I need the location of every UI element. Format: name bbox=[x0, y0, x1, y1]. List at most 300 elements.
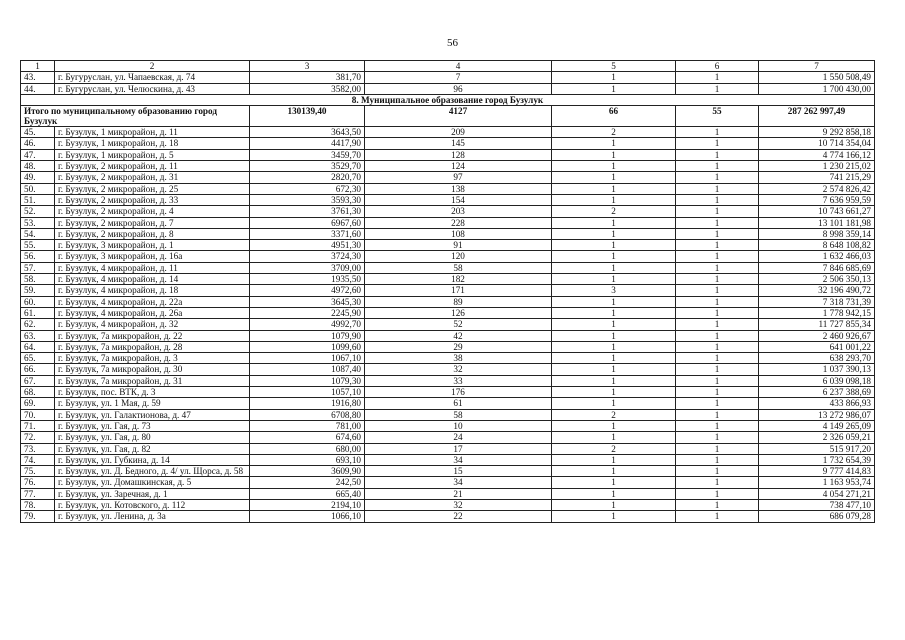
area-cell: 6967,60 bbox=[250, 217, 365, 228]
address-cell: г. Бузулук, 7а микрорайон, д. 22 bbox=[55, 330, 250, 341]
address-cell: г. Бузулук, 3 микрорайон, д. 1 bbox=[55, 240, 250, 251]
cost-cell: 638 293,70 bbox=[759, 353, 875, 364]
count-cell: 1 bbox=[676, 454, 759, 465]
table-row bbox=[21, 454, 875, 465]
area-cell: 6708,80 bbox=[250, 409, 365, 420]
address-cell: г. Бузулук, 1 микрорайон, д. 5 bbox=[55, 149, 250, 160]
count-cell: 1 bbox=[552, 488, 676, 499]
row-number: 49. bbox=[21, 172, 55, 183]
count-cell: 1 bbox=[552, 83, 676, 94]
row-number: 43. bbox=[21, 72, 55, 83]
count-cell: 1 bbox=[676, 477, 759, 488]
count-cell: 1 bbox=[552, 364, 676, 375]
table-row bbox=[21, 251, 875, 262]
count-cell: 1 bbox=[676, 127, 759, 138]
count-cell: 1 bbox=[552, 161, 676, 172]
residents-cell: 182 bbox=[365, 274, 552, 285]
area-cell: 3724,30 bbox=[250, 251, 365, 262]
count-cell: 1 bbox=[552, 432, 676, 443]
row-number: 57. bbox=[21, 262, 55, 273]
cost-cell: 13 272 986,07 bbox=[759, 409, 875, 420]
total-count: 55 bbox=[676, 106, 759, 127]
count-cell: 1 bbox=[552, 217, 676, 228]
cost-cell: 641 001,22 bbox=[759, 341, 875, 352]
row-number: 66. bbox=[21, 364, 55, 375]
area-cell: 1067,10 bbox=[250, 353, 365, 364]
table-row bbox=[21, 364, 875, 375]
residents-cell: 154 bbox=[365, 194, 552, 205]
count-cell: 1 bbox=[552, 240, 676, 251]
count-cell: 1 bbox=[552, 420, 676, 431]
area-cell: 2194,10 bbox=[250, 499, 365, 510]
count-cell: 1 bbox=[676, 161, 759, 172]
residents-cell: 52 bbox=[365, 319, 552, 330]
address-cell: г. Бугуруслан, ул. Челюскина, д. 43 bbox=[55, 83, 250, 94]
count-cell: 1 bbox=[676, 420, 759, 431]
cost-cell: 7 318 731,39 bbox=[759, 296, 875, 307]
address-cell: г. Бузулук, 7а микрорайон, д. 28 bbox=[55, 341, 250, 352]
cost-cell: 32 196 490,72 bbox=[759, 285, 875, 296]
cost-cell: 9 777 414,83 bbox=[759, 466, 875, 477]
count-cell: 2 bbox=[552, 409, 676, 420]
residents-cell: 38 bbox=[365, 353, 552, 364]
count-cell: 1 bbox=[676, 172, 759, 183]
table-row bbox=[21, 420, 875, 431]
address-cell: г. Бузулук, 4 микрорайон, д. 18 bbox=[55, 285, 250, 296]
residents-cell: 17 bbox=[365, 443, 552, 454]
table-row bbox=[21, 296, 875, 307]
cost-cell: 1 732 654,39 bbox=[759, 454, 875, 465]
column-header: 1 bbox=[21, 61, 55, 72]
count-cell: 1 bbox=[676, 387, 759, 398]
row-number: 48. bbox=[21, 161, 55, 172]
area-cell: 1057,10 bbox=[250, 387, 365, 398]
address-cell: г. Бузулук, 2 микрорайон, д. 8 bbox=[55, 228, 250, 239]
cost-cell: 4 054 271,21 bbox=[759, 488, 875, 499]
table-row bbox=[21, 375, 875, 386]
row-number: 63. bbox=[21, 330, 55, 341]
area-cell: 3582,00 bbox=[250, 83, 365, 94]
area-cell: 3529,70 bbox=[250, 161, 365, 172]
row-number: 78. bbox=[21, 499, 55, 510]
row-number: 50. bbox=[21, 183, 55, 194]
residents-cell: 124 bbox=[365, 161, 552, 172]
address-cell: г. Бузулук, 2 микрорайон, д. 25 bbox=[55, 183, 250, 194]
address-cell: г. Бузулук, ул. Гая, д. 73 bbox=[55, 420, 250, 431]
table-row bbox=[21, 127, 875, 138]
count-cell: 1 bbox=[552, 194, 676, 205]
row-number: 64. bbox=[21, 341, 55, 352]
cost-cell: 2 574 826,42 bbox=[759, 183, 875, 194]
area-cell: 3609,90 bbox=[250, 466, 365, 477]
table-row bbox=[21, 138, 875, 149]
row-number: 67. bbox=[21, 375, 55, 386]
residents-cell: 29 bbox=[365, 341, 552, 352]
table-row bbox=[21, 353, 875, 364]
row-number: 45. bbox=[21, 127, 55, 138]
count-cell: 1 bbox=[552, 262, 676, 273]
cost-cell: 9 292 858,18 bbox=[759, 127, 875, 138]
area-cell: 3371,60 bbox=[250, 228, 365, 239]
residents-cell: 97 bbox=[365, 172, 552, 183]
table-row bbox=[21, 319, 875, 330]
address-cell: г. Бузулук, ул. Губкина, д. 14 bbox=[55, 454, 250, 465]
area-cell: 2820,70 bbox=[250, 172, 365, 183]
count-cell: 1 bbox=[552, 307, 676, 318]
count-cell: 1 bbox=[676, 228, 759, 239]
count-cell: 1 bbox=[676, 274, 759, 285]
table-row bbox=[21, 511, 875, 522]
row-number: 56. bbox=[21, 251, 55, 262]
table-row bbox=[21, 477, 875, 488]
row-number: 74. bbox=[21, 454, 55, 465]
cost-cell: 515 917,20 bbox=[759, 443, 875, 454]
count-cell: 2 bbox=[552, 206, 676, 217]
table-body bbox=[21, 61, 875, 523]
address-cell: г. Бузулук, 7а микрорайон, д. 3 bbox=[55, 353, 250, 364]
row-number: 60. bbox=[21, 296, 55, 307]
count-cell: 1 bbox=[676, 206, 759, 217]
address-cell: г. Бузулук, 7а микрорайон, д. 30 bbox=[55, 364, 250, 375]
count-cell: 1 bbox=[552, 466, 676, 477]
residents-cell: 24 bbox=[365, 432, 552, 443]
cost-cell: 1 230 215,02 bbox=[759, 161, 875, 172]
address-cell: г. Бузулук, 4 микрорайон, д. 11 bbox=[55, 262, 250, 273]
cost-cell: 1 550 508,49 bbox=[759, 72, 875, 83]
count-cell: 1 bbox=[552, 138, 676, 149]
area-cell: 1087,40 bbox=[250, 364, 365, 375]
area-cell: 680,00 bbox=[250, 443, 365, 454]
count-cell: 1 bbox=[552, 72, 676, 83]
table-row bbox=[21, 194, 875, 205]
count-cell: 1 bbox=[676, 353, 759, 364]
table-row bbox=[21, 149, 875, 160]
address-cell: г. Бузулук, ул. Ленина, д. 3а bbox=[55, 511, 250, 522]
cost-cell: 11 727 855,34 bbox=[759, 319, 875, 330]
table-row bbox=[21, 72, 875, 83]
table-row bbox=[21, 443, 875, 454]
count-cell: 1 bbox=[552, 511, 676, 522]
table-row bbox=[21, 240, 875, 251]
address-cell: г. Бугуруслан, ул. Чапаевская, д. 74 bbox=[55, 72, 250, 83]
count-cell: 1 bbox=[676, 138, 759, 149]
count-cell: 1 bbox=[552, 454, 676, 465]
count-cell: 1 bbox=[676, 432, 759, 443]
count-cell: 1 bbox=[676, 409, 759, 420]
address-cell: г. Бузулук, ул. 1 Мая, д. 59 bbox=[55, 398, 250, 409]
count-cell: 1 bbox=[552, 330, 676, 341]
column-header: 2 bbox=[55, 61, 250, 72]
residents-cell: 15 bbox=[365, 466, 552, 477]
residents-cell: 128 bbox=[365, 149, 552, 160]
row-number: 44. bbox=[21, 83, 55, 94]
area-cell: 781,00 bbox=[250, 420, 365, 431]
area-cell: 3761,30 bbox=[250, 206, 365, 217]
row-number: 58. bbox=[21, 274, 55, 285]
count-cell: 1 bbox=[552, 375, 676, 386]
area-cell: 672,30 bbox=[250, 183, 365, 194]
address-cell: г. Бузулук, 2 микрорайон, д. 4 bbox=[55, 206, 250, 217]
residents-cell: 126 bbox=[365, 307, 552, 318]
residents-cell: 22 bbox=[365, 511, 552, 522]
residents-cell: 58 bbox=[365, 262, 552, 273]
row-number: 51. bbox=[21, 194, 55, 205]
total-cost: 287 262 997,49 bbox=[759, 106, 875, 127]
area-cell: 381,70 bbox=[250, 72, 365, 83]
area-cell: 2245,90 bbox=[250, 307, 365, 318]
address-cell: г. Бузулук, ул. Заречная, д. 1 bbox=[55, 488, 250, 499]
area-cell: 3459,70 bbox=[250, 149, 365, 160]
count-cell: 1 bbox=[676, 341, 759, 352]
table-row bbox=[21, 83, 875, 94]
residents-cell: 21 bbox=[365, 488, 552, 499]
cost-cell: 10 743 661,27 bbox=[759, 206, 875, 217]
table-row bbox=[21, 285, 875, 296]
housing-table bbox=[20, 60, 875, 523]
cost-cell: 6 237 388,69 bbox=[759, 387, 875, 398]
row-number: 46. bbox=[21, 138, 55, 149]
column-header: 4 bbox=[365, 61, 552, 72]
address-cell: г. Бузулук, ул. Котовского, д. 112 bbox=[55, 499, 250, 510]
count-cell: 1 bbox=[552, 183, 676, 194]
area-cell: 4972,60 bbox=[250, 285, 365, 296]
row-number: 61. bbox=[21, 307, 55, 318]
row-number: 75. bbox=[21, 466, 55, 477]
area-cell: 674,60 bbox=[250, 432, 365, 443]
address-cell: г. Бузулук, ул. Галактионова, д. 47 bbox=[55, 409, 250, 420]
residents-cell: 89 bbox=[365, 296, 552, 307]
area-cell: 4992,70 bbox=[250, 319, 365, 330]
area-cell: 3645,30 bbox=[250, 296, 365, 307]
residents-cell: 33 bbox=[365, 375, 552, 386]
cost-cell: 10 714 354,04 bbox=[759, 138, 875, 149]
count-cell: 1 bbox=[676, 375, 759, 386]
count-cell: 1 bbox=[552, 499, 676, 510]
residents-cell: 138 bbox=[365, 183, 552, 194]
column-header: 3 bbox=[250, 61, 365, 72]
count-cell: 1 bbox=[676, 330, 759, 341]
column-header: 6 bbox=[676, 61, 759, 72]
column-number-row bbox=[21, 61, 875, 72]
area-cell: 1935,50 bbox=[250, 274, 365, 285]
table-row bbox=[21, 274, 875, 285]
count-cell: 1 bbox=[676, 488, 759, 499]
section-title: 8. Муниципальное образование город Бузулук bbox=[21, 94, 875, 105]
row-number: 73. bbox=[21, 443, 55, 454]
address-cell: г. Бузулук, 4 микрорайон, д. 22а bbox=[55, 296, 250, 307]
table-row bbox=[21, 409, 875, 420]
count-cell: 1 bbox=[552, 228, 676, 239]
area-cell: 242,50 bbox=[250, 477, 365, 488]
residents-cell: 61 bbox=[365, 398, 552, 409]
count-cell: 1 bbox=[552, 319, 676, 330]
address-cell: г. Бузулук, 4 микрорайон, д. 32 bbox=[55, 319, 250, 330]
row-number: 76. bbox=[21, 477, 55, 488]
cost-cell: 2 460 926,67 bbox=[759, 330, 875, 341]
residents-cell: 34 bbox=[365, 454, 552, 465]
count-cell: 1 bbox=[676, 262, 759, 273]
count-cell: 2 bbox=[552, 443, 676, 454]
residents-cell: 42 bbox=[365, 330, 552, 341]
row-number: 53. bbox=[21, 217, 55, 228]
count-cell: 2 bbox=[552, 127, 676, 138]
area-cell: 1079,90 bbox=[250, 330, 365, 341]
cost-cell: 738 477,10 bbox=[759, 499, 875, 510]
residents-cell: 34 bbox=[365, 477, 552, 488]
count-cell: 1 bbox=[676, 398, 759, 409]
area-cell: 3709,00 bbox=[250, 262, 365, 273]
residents-cell: 58 bbox=[365, 409, 552, 420]
address-cell: г. Бузулук, ул. Домашкинская, д. 5 bbox=[55, 477, 250, 488]
address-cell: г. Бузулук, ул. Гая, д. 82 bbox=[55, 443, 250, 454]
count-cell: 1 bbox=[676, 194, 759, 205]
count-cell: 1 bbox=[552, 149, 676, 160]
count-cell: 1 bbox=[552, 251, 676, 262]
total-area: 130139,40 bbox=[250, 106, 365, 127]
cost-cell: 2 326 059,21 bbox=[759, 432, 875, 443]
residents-cell: 203 bbox=[365, 206, 552, 217]
address-cell: г. Бузулук, 2 микрорайон, д. 33 bbox=[55, 194, 250, 205]
total-label: Итого по муниципальному образованию город Бузулук bbox=[21, 106, 250, 127]
count-cell: 1 bbox=[676, 511, 759, 522]
address-cell: г. Бузулук, пос. ВТК, д. 3 bbox=[55, 387, 250, 398]
count-cell: 1 bbox=[676, 443, 759, 454]
table-row bbox=[21, 206, 875, 217]
area-cell: 4417,90 bbox=[250, 138, 365, 149]
count-cell: 1 bbox=[676, 319, 759, 330]
address-cell: г. Бузулук, 1 микрорайон, д. 11 bbox=[55, 127, 250, 138]
residents-cell: 96 bbox=[365, 83, 552, 94]
row-number: 71. bbox=[21, 420, 55, 431]
address-cell: г. Бузулук, 2 микрорайон, д. 7 bbox=[55, 217, 250, 228]
address-cell: г. Бузулук, 3 микрорайон, д. 16а bbox=[55, 251, 250, 262]
count-cell: 1 bbox=[552, 387, 676, 398]
row-number: 72. bbox=[21, 432, 55, 443]
cost-cell: 6 039 098,18 bbox=[759, 375, 875, 386]
address-cell: г. Бузулук, ул. Гая, д. 80 bbox=[55, 432, 250, 443]
cost-cell: 8 998 359,14 bbox=[759, 228, 875, 239]
residents-cell: 32 bbox=[365, 499, 552, 510]
cost-cell: 13 101 181,98 bbox=[759, 217, 875, 228]
residents-cell: 10 bbox=[365, 420, 552, 431]
table-row bbox=[21, 398, 875, 409]
row-number: 79. bbox=[21, 511, 55, 522]
count-cell: 1 bbox=[676, 183, 759, 194]
cost-cell: 433 866,93 bbox=[759, 398, 875, 409]
cost-cell: 7 846 685,69 bbox=[759, 262, 875, 273]
count-cell: 1 bbox=[552, 296, 676, 307]
row-number: 65. bbox=[21, 353, 55, 364]
count-cell: 3 bbox=[552, 285, 676, 296]
cost-cell: 4 149 265,09 bbox=[759, 420, 875, 431]
residents-cell: 209 bbox=[365, 127, 552, 138]
address-cell: г. Бузулук, 2 микрорайон, д. 31 bbox=[55, 172, 250, 183]
address-cell: г. Бузулук, 4 микрорайон, д. 26а bbox=[55, 307, 250, 318]
count-cell: 1 bbox=[552, 398, 676, 409]
count-cell: 1 bbox=[552, 353, 676, 364]
row-number: 59. bbox=[21, 285, 55, 296]
area-cell: 1099,60 bbox=[250, 341, 365, 352]
count-cell: 1 bbox=[552, 477, 676, 488]
row-number: 62. bbox=[21, 319, 55, 330]
section-row bbox=[21, 94, 875, 105]
cost-cell: 741 215,29 bbox=[759, 172, 875, 183]
area-cell: 1066,10 bbox=[250, 511, 365, 522]
row-number: 54. bbox=[21, 228, 55, 239]
table-row bbox=[21, 228, 875, 239]
table-row bbox=[21, 432, 875, 443]
table-row bbox=[21, 307, 875, 318]
cost-cell: 2 506 350,13 bbox=[759, 274, 875, 285]
residents-cell: 7 bbox=[365, 72, 552, 83]
row-number: 70. bbox=[21, 409, 55, 420]
count-cell: 1 bbox=[676, 240, 759, 251]
table-row bbox=[21, 172, 875, 183]
area-cell: 3593,30 bbox=[250, 194, 365, 205]
count-cell: 1 bbox=[552, 172, 676, 183]
area-cell: 1079,30 bbox=[250, 375, 365, 386]
cost-cell: 1 163 953,74 bbox=[759, 477, 875, 488]
table-row bbox=[21, 466, 875, 477]
count-cell: 1 bbox=[676, 217, 759, 228]
area-cell: 693,10 bbox=[250, 454, 365, 465]
count-cell: 1 bbox=[676, 83, 759, 94]
row-number: 47. bbox=[21, 149, 55, 160]
total-row bbox=[21, 106, 875, 127]
count-cell: 1 bbox=[676, 307, 759, 318]
address-cell: г. Бузулук, ул. Д. Бедного, д. 4/ ул. Щорса, д. 58 bbox=[55, 466, 250, 477]
table-row bbox=[21, 262, 875, 273]
page-number: 56 bbox=[447, 37, 458, 49]
cost-cell: 686 079,28 bbox=[759, 511, 875, 522]
count-cell: 1 bbox=[676, 466, 759, 477]
table-row bbox=[21, 341, 875, 352]
column-header: 7 bbox=[759, 61, 875, 72]
residents-cell: 171 bbox=[365, 285, 552, 296]
address-cell: г. Бузулук, 1 микрорайон, д. 18 bbox=[55, 138, 250, 149]
residents-cell: 120 bbox=[365, 251, 552, 262]
cost-cell: 1 632 466,03 bbox=[759, 251, 875, 262]
table-row bbox=[21, 161, 875, 172]
cost-cell: 4 774 166,12 bbox=[759, 149, 875, 160]
residents-cell: 32 bbox=[365, 364, 552, 375]
area-cell: 3643,50 bbox=[250, 127, 365, 138]
cost-cell: 1 778 942,15 bbox=[759, 307, 875, 318]
count-cell: 1 bbox=[552, 274, 676, 285]
table-row bbox=[21, 488, 875, 499]
residents-cell: 108 bbox=[365, 228, 552, 239]
table-row bbox=[21, 330, 875, 341]
residents-cell: 228 bbox=[365, 217, 552, 228]
address-cell: г. Бузулук, 2 микрорайон, д. 11 bbox=[55, 161, 250, 172]
count-cell: 1 bbox=[676, 285, 759, 296]
table-row bbox=[21, 183, 875, 194]
column-header: 5 bbox=[552, 61, 676, 72]
table-row bbox=[21, 387, 875, 398]
count-cell: 1 bbox=[676, 499, 759, 510]
total-count: 66 bbox=[552, 106, 676, 127]
count-cell: 1 bbox=[676, 251, 759, 262]
area-cell: 4951,30 bbox=[250, 240, 365, 251]
table-row bbox=[21, 499, 875, 510]
count-cell: 1 bbox=[552, 341, 676, 352]
count-cell: 1 bbox=[676, 296, 759, 307]
address-cell: г. Бузулук, 7а микрорайон, д. 31 bbox=[55, 375, 250, 386]
cost-cell: 7 636 959,59 bbox=[759, 194, 875, 205]
area-cell: 665,40 bbox=[250, 488, 365, 499]
count-cell: 1 bbox=[676, 72, 759, 83]
row-number: 77. bbox=[21, 488, 55, 499]
